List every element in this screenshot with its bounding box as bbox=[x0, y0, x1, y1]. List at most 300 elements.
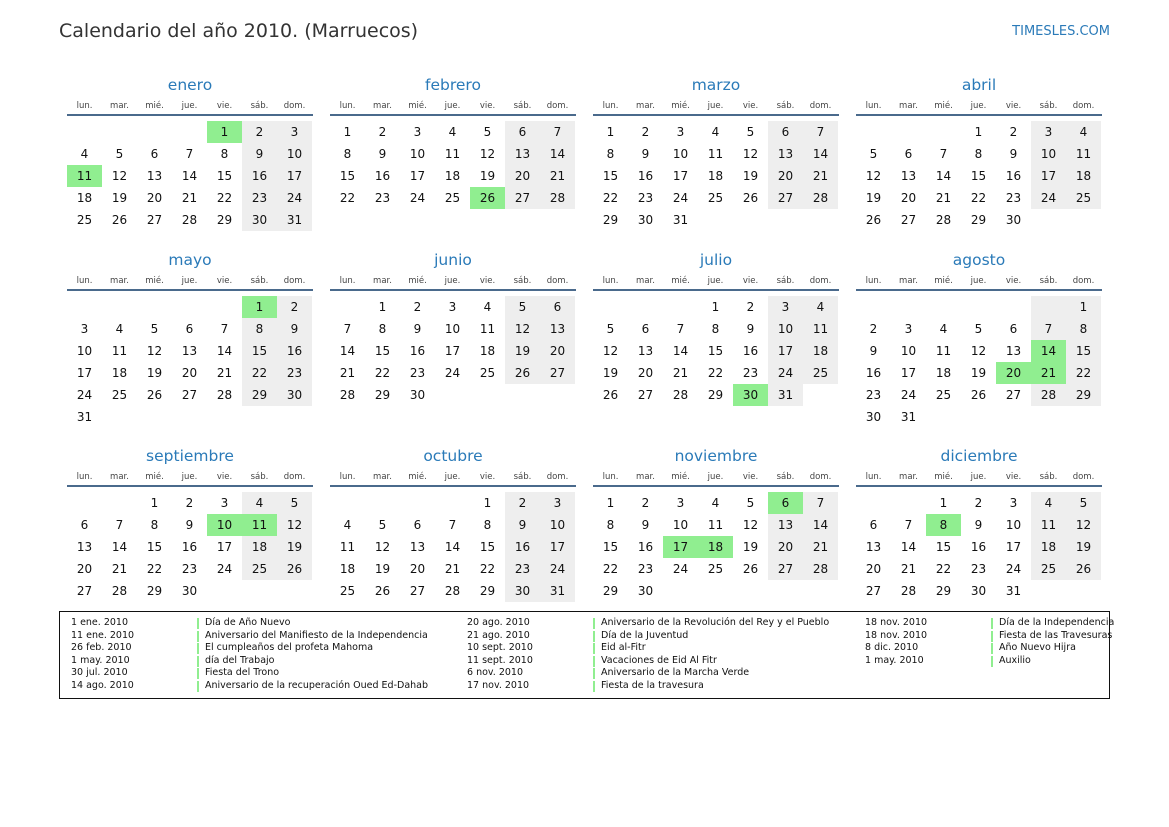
day-cell[interactable]: 25 bbox=[479, 366, 496, 380]
day-cell[interactable]: 26 bbox=[742, 562, 759, 576]
day-cell[interactable]: 22 bbox=[1066, 362, 1101, 384]
day-cell[interactable]: 1 bbox=[606, 125, 615, 139]
day-cell[interactable]: 5 bbox=[606, 322, 615, 336]
day-cell[interactable]: 12 bbox=[146, 344, 163, 358]
day-cell[interactable]: 12 bbox=[374, 540, 391, 554]
day-cell[interactable]: 3 bbox=[277, 121, 312, 143]
day-cell[interactable]: 29 bbox=[602, 213, 619, 227]
day-cell[interactable]: 8 bbox=[150, 518, 159, 532]
day-cell[interactable]: 30 bbox=[970, 584, 987, 598]
day-cell[interactable]: 18 bbox=[1066, 165, 1101, 187]
day-cell[interactable]: 19 bbox=[277, 536, 312, 558]
day-cell[interactable]: 15 bbox=[970, 169, 987, 183]
day-cell[interactable]: 3 bbox=[220, 496, 229, 510]
day-cell[interactable]: 8 bbox=[220, 147, 229, 161]
day-cell[interactable]: 10 bbox=[768, 318, 803, 340]
day-cell[interactable]: 2 bbox=[746, 300, 755, 314]
day-cell[interactable]: 17 bbox=[444, 344, 461, 358]
day-cell[interactable]: 25 bbox=[111, 388, 128, 402]
day-cell[interactable]: 20 bbox=[900, 191, 917, 205]
day-cell[interactable]: 24 bbox=[277, 187, 312, 209]
day-cell[interactable]: 9 bbox=[185, 518, 194, 532]
day-cell[interactable]: 1 bbox=[207, 121, 242, 143]
day-cell[interactable]: 23 bbox=[637, 562, 654, 576]
day-cell[interactable]: 29 bbox=[374, 388, 391, 402]
day-cell[interactable]: 9 bbox=[242, 143, 277, 165]
day-cell[interactable]: 27 bbox=[181, 388, 198, 402]
day-cell[interactable]: 23 bbox=[409, 366, 426, 380]
day-cell[interactable]: 17 bbox=[768, 340, 803, 362]
day-cell[interactable]: 10 bbox=[277, 143, 312, 165]
day-cell[interactable]: 18 bbox=[111, 366, 128, 380]
day-cell[interactable]: 7 bbox=[115, 518, 124, 532]
day-cell[interactable]: 7 bbox=[904, 518, 913, 532]
day-cell[interactable]: 16 bbox=[277, 340, 312, 362]
day-cell[interactable]: 6 bbox=[540, 296, 575, 318]
day-cell[interactable]: 24 bbox=[672, 562, 689, 576]
day-cell[interactable]: 8 bbox=[483, 518, 492, 532]
day-cell[interactable]: 21 bbox=[803, 536, 838, 558]
day-cell[interactable]: 21 bbox=[900, 562, 917, 576]
day-cell[interactable]: 28 bbox=[111, 584, 128, 598]
day-cell[interactable]: 10 bbox=[1031, 143, 1066, 165]
day-cell[interactable]: 14 bbox=[672, 344, 689, 358]
day-cell[interactable]: 18 bbox=[339, 562, 356, 576]
day-cell[interactable]: 23 bbox=[742, 366, 759, 380]
day-cell[interactable]: 27 bbox=[146, 213, 163, 227]
day-cell[interactable]: 29 bbox=[216, 213, 233, 227]
day-cell[interactable]: 14 bbox=[935, 169, 952, 183]
day-cell[interactable]: 28 bbox=[672, 388, 689, 402]
day-cell[interactable]: 24 bbox=[1005, 562, 1022, 576]
day-cell[interactable]: 9 bbox=[277, 318, 312, 340]
day-cell[interactable]: 1 bbox=[483, 496, 492, 510]
day-cell[interactable]: 11 bbox=[67, 165, 102, 187]
day-cell[interactable]: 13 bbox=[865, 540, 882, 554]
day-cell[interactable]: 11 bbox=[707, 147, 724, 161]
day-cell[interactable]: 18 bbox=[479, 344, 496, 358]
day-cell[interactable]: 20 bbox=[76, 562, 93, 576]
day-cell[interactable]: 8 bbox=[606, 518, 615, 532]
day-cell[interactable]: 21 bbox=[1031, 362, 1066, 384]
day-cell[interactable]: 22 bbox=[970, 191, 987, 205]
day-cell[interactable]: 17 bbox=[663, 536, 698, 558]
day-cell[interactable]: 19 bbox=[970, 366, 987, 380]
day-cell[interactable]: 7 bbox=[939, 147, 948, 161]
day-cell[interactable]: 3 bbox=[676, 496, 685, 510]
day-cell[interactable]: 1 bbox=[242, 296, 277, 318]
day-cell[interactable]: 14 bbox=[444, 540, 461, 554]
day-cell[interactable]: 19 bbox=[146, 366, 163, 380]
day-cell[interactable]: 19 bbox=[865, 191, 882, 205]
day-cell[interactable]: 6 bbox=[869, 518, 878, 532]
day-cell[interactable]: 17 bbox=[277, 165, 312, 187]
day-cell[interactable]: 9 bbox=[378, 147, 387, 161]
day-cell[interactable]: 1 bbox=[939, 496, 948, 510]
day-cell[interactable]: 28 bbox=[803, 187, 838, 209]
day-cell[interactable]: 20 bbox=[637, 366, 654, 380]
day-cell[interactable]: 24 bbox=[76, 388, 93, 402]
day-cell[interactable]: 9 bbox=[974, 518, 983, 532]
day-cell[interactable]: 30 bbox=[242, 209, 277, 231]
day-cell[interactable]: 9 bbox=[413, 322, 422, 336]
day-cell[interactable]: 16 bbox=[742, 344, 759, 358]
day-cell[interactable]: 28 bbox=[216, 388, 233, 402]
day-cell[interactable]: 12 bbox=[865, 169, 882, 183]
day-cell[interactable]: 16 bbox=[505, 536, 540, 558]
day-cell[interactable]: 9 bbox=[869, 344, 878, 358]
day-cell[interactable]: 12 bbox=[742, 147, 759, 161]
day-cell[interactable]: 30 bbox=[637, 213, 654, 227]
day-cell[interactable]: 18 bbox=[698, 536, 733, 558]
day-cell[interactable]: 1 bbox=[1066, 296, 1101, 318]
day-cell[interactable]: 2 bbox=[869, 322, 878, 336]
day-cell[interactable]: 22 bbox=[242, 362, 277, 384]
day-cell[interactable]: 4 bbox=[803, 296, 838, 318]
day-cell[interactable]: 8 bbox=[378, 322, 387, 336]
day-cell[interactable]: 11 bbox=[935, 344, 952, 358]
day-cell[interactable]: 6 bbox=[185, 322, 194, 336]
day-cell[interactable]: 16 bbox=[409, 344, 426, 358]
day-cell[interactable]: 29 bbox=[146, 584, 163, 598]
day-cell[interactable]: 7 bbox=[803, 121, 838, 143]
day-cell[interactable]: 16 bbox=[1005, 169, 1022, 183]
day-cell[interactable]: 28 bbox=[540, 187, 575, 209]
day-cell[interactable]: 11 bbox=[1066, 143, 1101, 165]
day-cell[interactable]: 12 bbox=[505, 318, 540, 340]
day-cell[interactable]: 2 bbox=[641, 125, 650, 139]
day-cell[interactable]: 30 bbox=[277, 384, 312, 406]
day-cell[interactable]: 21 bbox=[181, 191, 198, 205]
day-cell[interactable]: 20 bbox=[768, 536, 803, 558]
day-cell[interactable]: 25 bbox=[444, 191, 461, 205]
day-cell[interactable]: 18 bbox=[76, 191, 93, 205]
day-cell[interactable]: 26 bbox=[602, 388, 619, 402]
day-cell[interactable]: 5 bbox=[483, 125, 492, 139]
day-cell[interactable]: 13 bbox=[768, 143, 803, 165]
day-cell[interactable]: 13 bbox=[181, 344, 198, 358]
day-cell[interactable]: 27 bbox=[505, 187, 540, 209]
day-cell[interactable]: 15 bbox=[374, 344, 391, 358]
day-cell[interactable]: 12 bbox=[1066, 514, 1101, 536]
day-cell[interactable]: 9 bbox=[1009, 147, 1018, 161]
day-cell[interactable]: 17 bbox=[540, 536, 575, 558]
day-cell[interactable]: 30 bbox=[409, 388, 426, 402]
day-cell[interactable]: 29 bbox=[935, 584, 952, 598]
day-cell[interactable]: 29 bbox=[1066, 384, 1101, 406]
day-cell[interactable]: 11 bbox=[242, 514, 277, 536]
day-cell[interactable]: 6 bbox=[904, 147, 913, 161]
day-cell[interactable]: 9 bbox=[641, 518, 650, 532]
day-cell[interactable]: 11 bbox=[111, 344, 128, 358]
day-cell[interactable]: 13 bbox=[540, 318, 575, 340]
day-cell[interactable]: 20 bbox=[409, 562, 426, 576]
day-cell[interactable]: 19 bbox=[742, 169, 759, 183]
day-cell[interactable]: 2 bbox=[974, 496, 983, 510]
day-cell[interactable]: 23 bbox=[181, 562, 198, 576]
day-cell[interactable]: 12 bbox=[111, 169, 128, 183]
day-cell[interactable]: 17 bbox=[1005, 540, 1022, 554]
day-cell[interactable]: 1 bbox=[974, 125, 983, 139]
day-cell[interactable]: 6 bbox=[505, 121, 540, 143]
day-cell[interactable]: 7 bbox=[220, 322, 229, 336]
day-cell[interactable]: 6 bbox=[768, 492, 803, 514]
day-cell[interactable]: 27 bbox=[768, 187, 803, 209]
day-cell[interactable]: 6 bbox=[80, 518, 89, 532]
day-cell[interactable]: 16 bbox=[637, 540, 654, 554]
day-cell[interactable]: 20 bbox=[505, 165, 540, 187]
day-cell[interactable]: 21 bbox=[444, 562, 461, 576]
day-cell[interactable]: 26 bbox=[505, 362, 540, 384]
day-cell[interactable]: 18 bbox=[707, 169, 724, 183]
day-cell[interactable]: 23 bbox=[277, 362, 312, 384]
day-cell[interactable]: 15 bbox=[602, 540, 619, 554]
day-cell[interactable]: 4 bbox=[115, 322, 124, 336]
day-cell[interactable]: 29 bbox=[602, 584, 619, 598]
day-cell[interactable]: 14 bbox=[339, 344, 356, 358]
day-cell[interactable]: 5 bbox=[115, 147, 124, 161]
day-cell[interactable]: 8 bbox=[926, 514, 961, 536]
day-cell[interactable]: 5 bbox=[869, 147, 878, 161]
day-cell[interactable]: 14 bbox=[803, 514, 838, 536]
day-cell[interactable]: 19 bbox=[374, 562, 391, 576]
day-cell[interactable]: 24 bbox=[900, 388, 917, 402]
day-cell[interactable]: 10 bbox=[444, 322, 461, 336]
day-cell[interactable]: 25 bbox=[707, 562, 724, 576]
day-cell[interactable]: 12 bbox=[479, 147, 496, 161]
day-cell[interactable]: 22 bbox=[602, 191, 619, 205]
day-cell[interactable]: 2 bbox=[242, 121, 277, 143]
day-cell[interactable]: 18 bbox=[803, 340, 838, 362]
day-cell[interactable]: 5 bbox=[505, 296, 540, 318]
day-cell[interactable]: 18 bbox=[242, 536, 277, 558]
day-cell[interactable]: 11 bbox=[479, 322, 496, 336]
day-cell[interactable]: 10 bbox=[900, 344, 917, 358]
day-cell[interactable]: 28 bbox=[339, 388, 356, 402]
day-cell[interactable]: 8 bbox=[242, 318, 277, 340]
day-cell[interactable]: 3 bbox=[1031, 121, 1066, 143]
day-cell[interactable]: 22 bbox=[479, 562, 496, 576]
day-cell[interactable]: 4 bbox=[939, 322, 948, 336]
day-cell[interactable]: 28 bbox=[935, 213, 952, 227]
day-cell[interactable]: 6 bbox=[1009, 322, 1018, 336]
day-cell[interactable]: 16 bbox=[181, 540, 198, 554]
day-cell[interactable]: 13 bbox=[505, 143, 540, 165]
day-cell[interactable]: 3 bbox=[768, 296, 803, 318]
day-cell[interactable]: 31 bbox=[768, 384, 803, 406]
day-cell[interactable]: 4 bbox=[1031, 492, 1066, 514]
day-cell[interactable]: 31 bbox=[277, 209, 312, 231]
day-cell[interactable]: 26 bbox=[970, 388, 987, 402]
day-cell[interactable]: 8 bbox=[343, 147, 352, 161]
day-cell[interactable]: 17 bbox=[409, 169, 426, 183]
day-cell[interactable]: 15 bbox=[146, 540, 163, 554]
day-cell[interactable]: 24 bbox=[444, 366, 461, 380]
day-cell[interactable]: 17 bbox=[672, 169, 689, 183]
day-cell[interactable]: 11 bbox=[803, 318, 838, 340]
day-cell[interactable]: 14 bbox=[181, 169, 198, 183]
day-cell[interactable]: 27 bbox=[409, 584, 426, 598]
day-cell[interactable]: 29 bbox=[970, 213, 987, 227]
day-cell[interactable]: 11 bbox=[339, 540, 356, 554]
day-cell[interactable]: 11 bbox=[707, 518, 724, 532]
day-cell[interactable]: 23 bbox=[242, 187, 277, 209]
day-cell[interactable]: 26 bbox=[277, 558, 312, 580]
day-cell[interactable]: 27 bbox=[637, 388, 654, 402]
day-cell[interactable]: 28 bbox=[181, 213, 198, 227]
day-cell[interactable]: 25 bbox=[803, 362, 838, 384]
day-cell[interactable]: 10 bbox=[207, 514, 242, 536]
day-cell[interactable]: 4 bbox=[711, 125, 720, 139]
day-cell[interactable]: 20 bbox=[146, 191, 163, 205]
day-cell[interactable]: 15 bbox=[339, 169, 356, 183]
day-cell[interactable]: 13 bbox=[1005, 344, 1022, 358]
day-cell[interactable]: 25 bbox=[242, 558, 277, 580]
day-cell[interactable]: 23 bbox=[637, 191, 654, 205]
day-cell[interactable]: 15 bbox=[1066, 340, 1101, 362]
day-cell[interactable]: 9 bbox=[641, 147, 650, 161]
day-cell[interactable]: 3 bbox=[413, 125, 422, 139]
day-cell[interactable]: 4 bbox=[343, 518, 352, 532]
day-cell[interactable]: 20 bbox=[768, 165, 803, 187]
day-cell[interactable]: 16 bbox=[242, 165, 277, 187]
day-cell[interactable]: 28 bbox=[803, 558, 838, 580]
day-cell[interactable]: 13 bbox=[637, 344, 654, 358]
day-cell[interactable]: 30 bbox=[1005, 213, 1022, 227]
day-cell[interactable]: 10 bbox=[672, 147, 689, 161]
day-cell[interactable]: 12 bbox=[742, 518, 759, 532]
day-cell[interactable]: 25 bbox=[935, 388, 952, 402]
day-cell[interactable]: 6 bbox=[641, 322, 650, 336]
day-cell[interactable]: 1 bbox=[378, 300, 387, 314]
day-cell[interactable]: 3 bbox=[676, 125, 685, 139]
day-cell[interactable]: 5 bbox=[746, 496, 755, 510]
day-cell[interactable]: 28 bbox=[900, 584, 917, 598]
day-cell[interactable]: 7 bbox=[343, 322, 352, 336]
day-cell[interactable]: 10 bbox=[409, 147, 426, 161]
day-cell[interactable]: 24 bbox=[1031, 187, 1066, 209]
day-cell[interactable]: 14 bbox=[900, 540, 917, 554]
day-cell[interactable]: 1 bbox=[606, 496, 615, 510]
day-cell[interactable]: 7 bbox=[185, 147, 194, 161]
day-cell[interactable]: 17 bbox=[216, 540, 233, 554]
day-cell[interactable]: 2 bbox=[378, 125, 387, 139]
day-cell[interactable]: 26 bbox=[1066, 558, 1101, 580]
day-cell[interactable]: 3 bbox=[540, 492, 575, 514]
day-cell[interactable]: 10 bbox=[540, 514, 575, 536]
day-cell[interactable]: 31 bbox=[76, 410, 93, 424]
day-cell[interactable]: 14 bbox=[540, 143, 575, 165]
day-cell[interactable]: 2 bbox=[413, 300, 422, 314]
day-cell[interactable]: 26 bbox=[111, 213, 128, 227]
day-cell[interactable]: 7 bbox=[540, 121, 575, 143]
day-cell[interactable]: 28 bbox=[444, 584, 461, 598]
day-cell[interactable]: 2 bbox=[1009, 125, 1018, 139]
day-cell[interactable]: 9 bbox=[746, 322, 755, 336]
day-cell[interactable]: 22 bbox=[374, 366, 391, 380]
day-cell[interactable]: 1 bbox=[150, 496, 159, 510]
day-cell[interactable]: 3 bbox=[1009, 496, 1018, 510]
day-cell[interactable]: 25 bbox=[339, 584, 356, 598]
day-cell[interactable]: 23 bbox=[505, 558, 540, 580]
day-cell[interactable]: 22 bbox=[707, 366, 724, 380]
day-cell[interactable]: 27 bbox=[900, 213, 917, 227]
day-cell[interactable]: 5 bbox=[974, 322, 983, 336]
day-cell[interactable]: 4 bbox=[1066, 121, 1101, 143]
day-cell[interactable]: 25 bbox=[76, 213, 93, 227]
day-cell[interactable]: 27 bbox=[1005, 388, 1022, 402]
day-cell[interactable]: 31 bbox=[672, 213, 689, 227]
day-cell[interactable]: 19 bbox=[505, 340, 540, 362]
day-cell[interactable]: 2 bbox=[277, 296, 312, 318]
day-cell[interactable]: 13 bbox=[76, 540, 93, 554]
day-cell[interactable]: 30 bbox=[865, 410, 882, 424]
day-cell[interactable]: 21 bbox=[672, 366, 689, 380]
day-cell[interactable]: 14 bbox=[216, 344, 233, 358]
day-cell[interactable]: 23 bbox=[970, 562, 987, 576]
day-cell[interactable]: 21 bbox=[111, 562, 128, 576]
day-cell[interactable]: 27 bbox=[76, 584, 93, 598]
day-cell[interactable]: 11 bbox=[1031, 514, 1066, 536]
day-cell[interactable]: 16 bbox=[637, 169, 654, 183]
day-cell[interactable]: 27 bbox=[540, 362, 575, 384]
brand-link[interactable]: TIMESLES.COM bbox=[1012, 24, 1110, 39]
day-cell[interactable]: 22 bbox=[146, 562, 163, 576]
day-cell[interactable]: 31 bbox=[1005, 584, 1022, 598]
day-cell[interactable]: 26 bbox=[742, 191, 759, 205]
day-cell[interactable]: 10 bbox=[76, 344, 93, 358]
day-cell[interactable]: 3 bbox=[80, 322, 89, 336]
day-cell[interactable]: 21 bbox=[540, 165, 575, 187]
day-cell[interactable]: 2 bbox=[641, 496, 650, 510]
day-cell[interactable]: 14 bbox=[111, 540, 128, 554]
day-cell[interactable]: 11 bbox=[444, 147, 461, 161]
day-cell[interactable]: 31 bbox=[540, 580, 575, 602]
day-cell[interactable]: 26 bbox=[470, 187, 505, 209]
day-cell[interactable]: 15 bbox=[242, 340, 277, 362]
day-cell[interactable]: 13 bbox=[409, 540, 426, 554]
day-cell[interactable]: 31 bbox=[900, 410, 917, 424]
day-cell[interactable]: 5 bbox=[378, 518, 387, 532]
day-cell[interactable]: 16 bbox=[374, 169, 391, 183]
day-cell[interactable]: 24 bbox=[409, 191, 426, 205]
day-cell[interactable]: 21 bbox=[339, 366, 356, 380]
day-cell[interactable]: 12 bbox=[602, 344, 619, 358]
day-cell[interactable]: 29 bbox=[242, 384, 277, 406]
day-cell[interactable]: 24 bbox=[216, 562, 233, 576]
day-cell[interactable]: 30 bbox=[733, 384, 768, 406]
day-cell[interactable]: 17 bbox=[900, 366, 917, 380]
day-cell[interactable]: 15 bbox=[935, 540, 952, 554]
day-cell[interactable]: 20 bbox=[181, 366, 198, 380]
day-cell[interactable]: 25 bbox=[1066, 187, 1101, 209]
day-cell[interactable]: 2 bbox=[185, 496, 194, 510]
day-cell[interactable]: 21 bbox=[935, 191, 952, 205]
day-cell[interactable]: 26 bbox=[865, 213, 882, 227]
day-cell[interactable]: 30 bbox=[505, 580, 540, 602]
day-cell[interactable]: 28 bbox=[1031, 384, 1066, 406]
day-cell[interactable]: 23 bbox=[865, 388, 882, 402]
day-cell[interactable]: 14 bbox=[803, 143, 838, 165]
day-cell[interactable]: 23 bbox=[374, 191, 391, 205]
day-cell[interactable]: 5 bbox=[277, 492, 312, 514]
day-cell[interactable]: 14 bbox=[1031, 340, 1066, 362]
day-cell[interactable]: 1 bbox=[343, 125, 352, 139]
day-cell[interactable]: 12 bbox=[277, 514, 312, 536]
day-cell[interactable]: 24 bbox=[540, 558, 575, 580]
day-cell[interactable]: 4 bbox=[448, 125, 457, 139]
day-cell[interactable]: 22 bbox=[339, 191, 356, 205]
